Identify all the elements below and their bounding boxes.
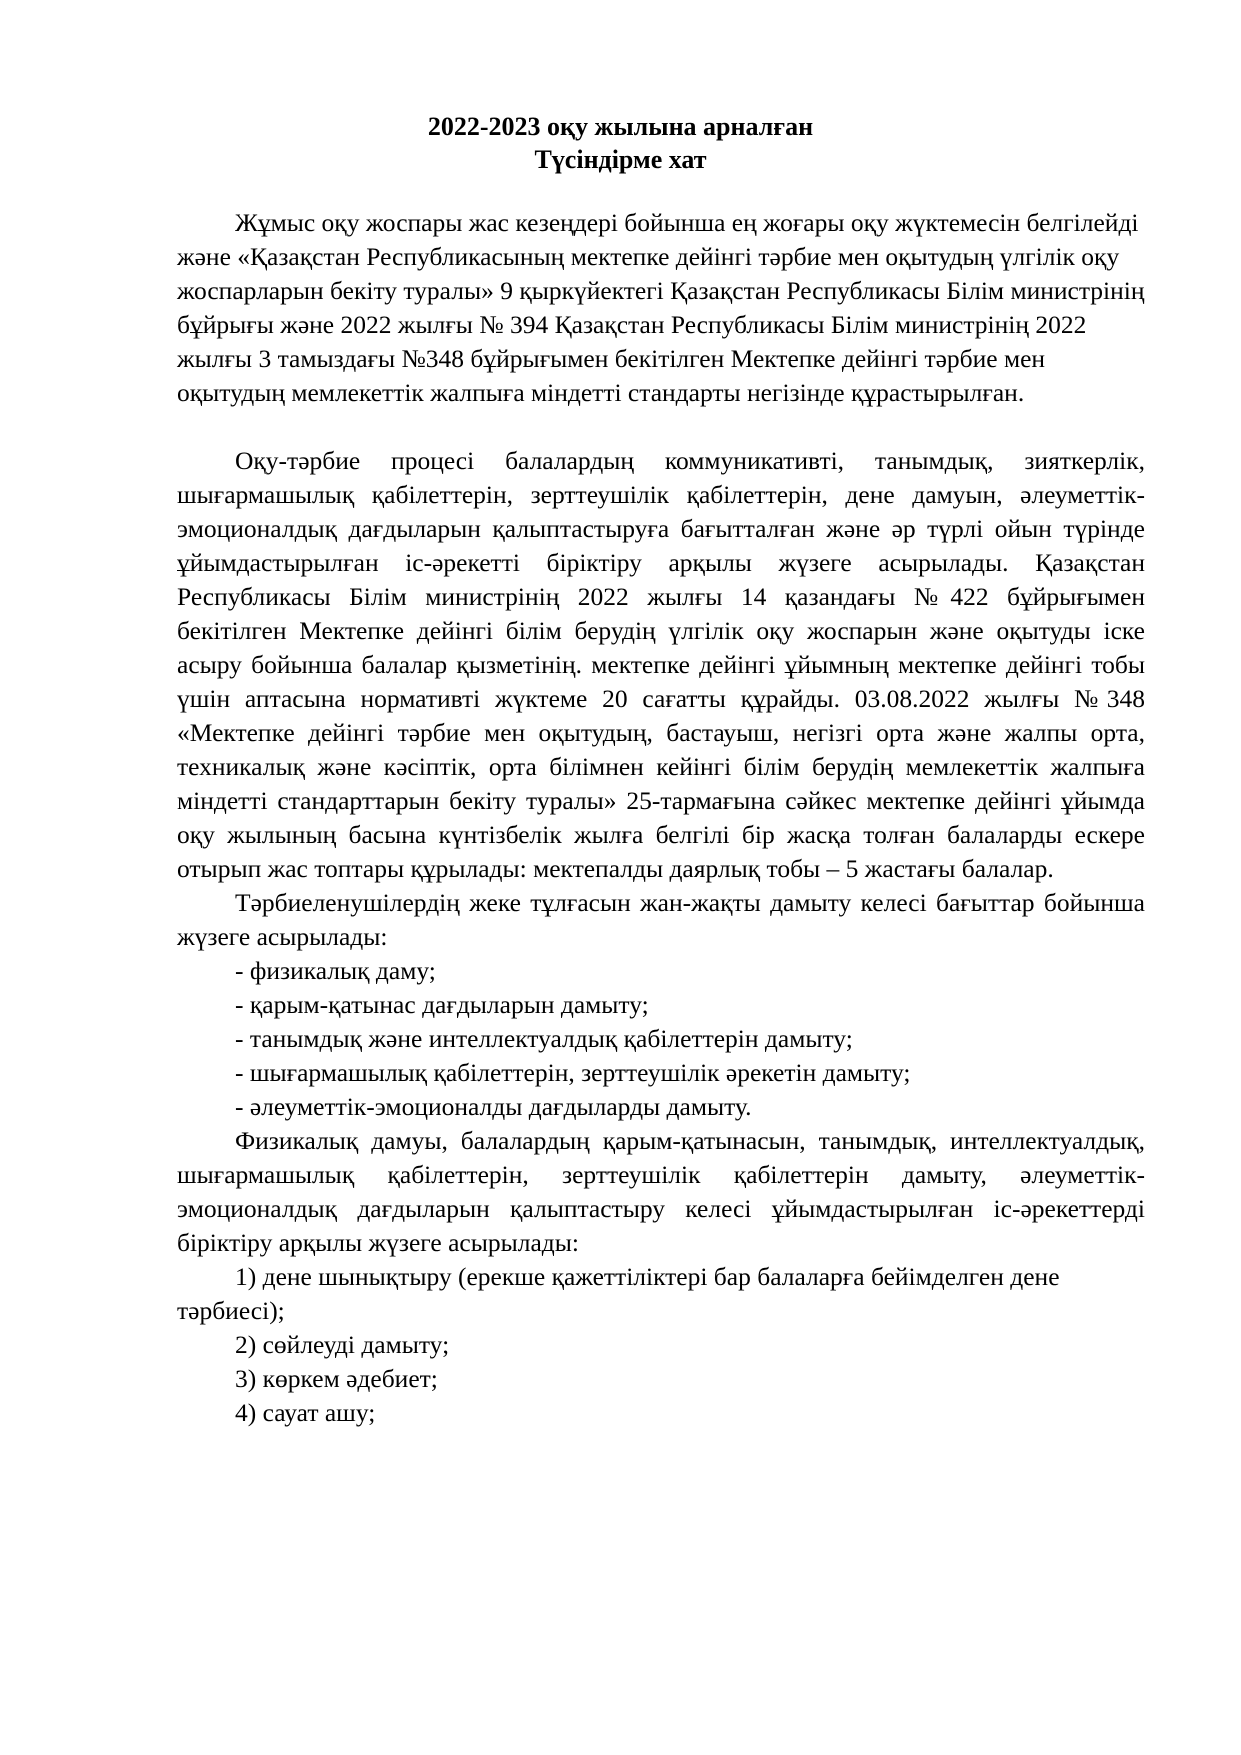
list-item: - физикалық даму;	[235, 956, 436, 985]
list-item: - танымдық және интеллектуалдық қабілеттерін дамыту;	[235, 1024, 853, 1053]
list-item: - қарым-қатынас дағдыларын дамыту;	[235, 990, 649, 1019]
list-item: 1) дене шынықтыру (ерекше қажеттіліктері бар балаларға бейімделген дене тәрбиесі);	[177, 1262, 1060, 1325]
paragraph-development-directions: Тәрбиеленушілердің жеке тұлғасын жан-жақты дамыту келесі бағыттар бойынша жүзеге асырылады:	[177, 888, 1145, 951]
paragraph-spacer	[177, 410, 1145, 444]
paragraph-educational-process: Оқу-тәрбие процесі балалардың коммуникативті, танымдық, зияткерлік, шығармашылық қабілеттерін, зерттеушілік қабілеттерін, дене дамуын, әлеуметтік-эмоционалдық дағдыларын қалыптастыруға бағытталған және әр түрлі ойын түрінде ұйымдастырылған іс-әрекетті біріктіру арқылы жүзеге асырылады. Қазақстан Республикасы Білім министрінің 2022 жылғы 14 қазандағы №422 бұйрығымен бекітілген Мектепке дейінгі білім берудің үлгілік оқу жоспарын және оқытуды іске асыру бойынша балалар қызметінің. мектепке дейінгі ұйымның мектепке дейінгі тобы үшін аптасына нормативті жүктеме 20 сағатты құрайды. 03.08.2022 жылғы №348 «Мектепке дейінгі тәрбие мен оқытудың, бастауыш, негізгі орта және жалпы орта, техникалық және кәсіптік, орта білімнен кейінгі білім берудің мемлекеттік жалпыға міндетті стандарттарын бекіту туралы» 25-тармағына сәйкес мектепке дейінгі ұйымда оқу жылының басына күнтізбелік жылға белгілі бір жасқа толған балаларды ескере отырып жас топтары құрылады: мектепалды даярлық тобы – 5 жастағы балалар.	[177, 446, 1145, 883]
title-line-heading: Түсіндірме хат	[534, 145, 707, 174]
list-item: 3) көркем әдебиет;	[235, 1364, 438, 1393]
list-item: 2) сөйлеуді дамыту;	[235, 1330, 450, 1359]
list-item: 4) сауат ашу;	[235, 1398, 376, 1427]
document-body	[177, 206, 1145, 1430]
document-title	[0, 110, 1241, 176]
paragraph-organized-activities: Физикалық дамуы, балалардың қарым-қатынасын, танымдық, интеллектуалдық, шығармашылық қабілеттерін, зерттеушілік қабілеттерін дамыту, әлеуметтік-эмоционалдық дағдыларын қалыптастыру келесі ұйымдастырылған іс-әрекеттерді біріктіру арқылы жүзеге асырылады:	[177, 1126, 1145, 1257]
directions-list	[177, 954, 1145, 1124]
list-item: - шығармашылық қабілеттерін, зерттеушілік әрекетін дамыту;	[235, 1058, 911, 1087]
paragraph-curriculum-basis: Жұмыс оқу жоспары жас кезеңдері бойынша ең жоғары оқу жүктемесін белгілейді және «Қазақстан Республикасының мектепке дейінгі тәрбие мен оқытудың үлгілік оқу жоспарларын бекіту туралы» 9 қыркүйектегі Қазақстан Республикасы Білім министрінің бұйрығы және 2022 жылғы № 394 Қазақстан Республикасы Білім министрінің 2022 жылғы 3 тамыздағы №348 бұйрығымен бекітілген Мектепке дейінгі тәрбие мен оқытудың мемлекеттік жалпыға міндетті стандарты негізінде құрастырылған.	[177, 208, 1145, 407]
activities-list	[177, 1260, 1145, 1430]
title-line-year: 2022-2023 оқу жылына арналған	[427, 112, 814, 141]
list-item: - әлеуметтік-эмоционалды дағдыларды дамыту.	[235, 1092, 752, 1121]
